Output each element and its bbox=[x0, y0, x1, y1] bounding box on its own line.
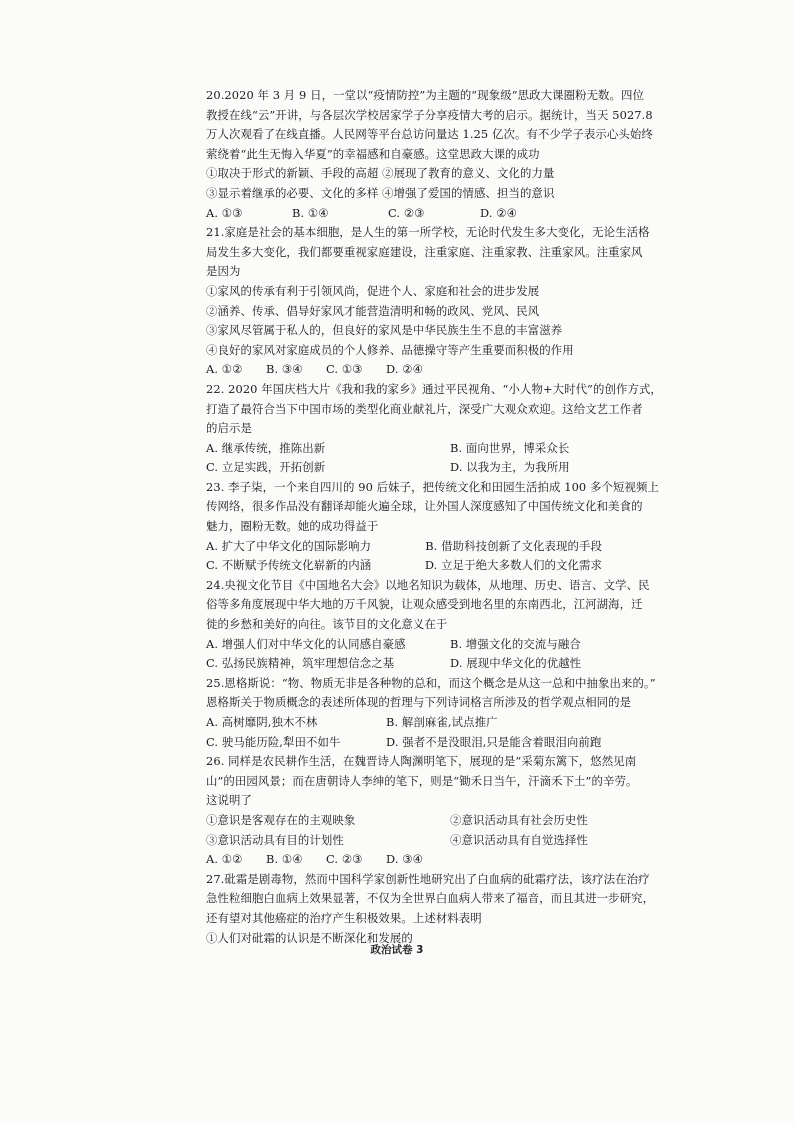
option-a: A. 扩大了中华文化的国际影响力 bbox=[206, 538, 372, 553]
question-stem-line: 俗等多角度展现中华大地的万千风貌，让观众感受到地名里的东南西北，江河湖海，迁 bbox=[206, 597, 643, 612]
question-items-row bbox=[206, 811, 602, 831]
option-c: C. ②③ bbox=[326, 852, 363, 867]
option-c: C. ②③ bbox=[388, 205, 425, 220]
answer-options-row bbox=[206, 635, 602, 655]
exam-content bbox=[206, 86, 662, 948]
answer-options-row bbox=[206, 537, 602, 557]
question-stem-line: 26. 同样是农民耕作生活，在魏晋诗人陶渊明笔下，展现的是“采菊东篱下，悠然见南 bbox=[206, 754, 637, 769]
option-c: C. 立足实践，开拓创新 bbox=[206, 460, 326, 475]
option-c: C. 弘扬民族精神，筑牢理想信念之基 bbox=[206, 656, 395, 671]
answer-options-row bbox=[206, 458, 602, 478]
option-a: A. 继承传统，推陈出新 bbox=[206, 440, 326, 455]
option-d: D. 展现中华文化的优越性 bbox=[450, 656, 582, 671]
page-footer: 政治试卷 3 bbox=[370, 944, 424, 956]
question-27 bbox=[206, 870, 655, 948]
option-b: B. 面向世界，博采众长 bbox=[450, 440, 570, 455]
answer-options-row bbox=[206, 733, 602, 753]
option-b: B. ①④ bbox=[266, 852, 303, 867]
question-stem-line: 21.家庭是社会的基本细胞，是人生的第一所学校，无论时代发生多大变化，无论生活格 bbox=[206, 225, 650, 240]
question-stem-line: 23. 李子柒，一个来自四川的 90 后妹子，把传统文化和田园生活拍成 100 多个短视频上 bbox=[206, 479, 659, 494]
question-stem-line: 打造了最符合当下中国市场的类型化商业献礼片，深受广大观众欢迎。这给文艺工作者 bbox=[206, 401, 643, 416]
option-a: A. 增强人们对中华文化的认同感自豪感 bbox=[206, 636, 406, 651]
question-stem-line: 24.央视文化节目《中国地名大会》以地名知识为载体，从地理、历史、语言、文学、民 bbox=[206, 577, 650, 592]
question-items-row bbox=[206, 831, 602, 851]
question-stem-line: 恩格斯关于物质概念的表述所体现的哲理与下列诗词格言所涉及的哲学观点相同的是 bbox=[206, 695, 632, 710]
option-d: D. 立足于绝大多数人们的文化需求 bbox=[424, 558, 602, 573]
option-b: B. ③④ bbox=[266, 362, 303, 377]
answer-options bbox=[206, 360, 602, 380]
question-stem-line: 万人次观看了在线直播。人民网等平台总访问量达 1.25 亿次。有不少学子表示心头始终 bbox=[206, 127, 653, 142]
question-stem-line: 20.2020 年 3 月 9 日，一堂以“疫情防控”为主题的“现象级”思政大课圈粉无数。四位 bbox=[206, 88, 645, 102]
question-stem-line: 22. 2020 年国庆档大片《我和我的家乡》通过平民视角、“小人物+大时代”的创作方式， bbox=[206, 381, 662, 396]
question-stem-line: 急性粒细胞白血病上效果显著，不仅为全世界白血病人带来了福音，而且其进一步研究， bbox=[206, 891, 655, 906]
question-item: ③意识活动具有目的计划性 bbox=[206, 832, 344, 847]
question-24 bbox=[206, 576, 650, 674]
question-item: ②涵养、传承、倡导好家风才能营造清明和畅的政风、党风、民风 bbox=[206, 303, 540, 318]
question-21 bbox=[206, 223, 650, 380]
option-b: B. ①④ bbox=[292, 205, 329, 220]
option-d: D. 以我为主，为我所用 bbox=[450, 460, 570, 475]
question-22 bbox=[206, 380, 662, 478]
question-25 bbox=[206, 674, 656, 752]
option-d: D. ②④ bbox=[480, 205, 517, 220]
question-stem-line: 魅力，圈粉无数。她的成功得益于 bbox=[206, 519, 379, 534]
answer-options bbox=[206, 850, 602, 870]
option-a: A. ①② bbox=[206, 852, 243, 867]
option-b: B. 增强文化的交流与融合 bbox=[450, 636, 581, 651]
option-c: C. 驶马能历险,犁田不如牛 bbox=[206, 734, 341, 749]
question-stem-line: 这说明了 bbox=[206, 793, 252, 808]
question-item: ③家风尽管属于私人的，但良好的家风是中华民族生生不息的丰富滋养 bbox=[206, 323, 563, 338]
question-stem-line: 还有望对其他癌症的治疗产生积极效果。上述材料表明 bbox=[206, 910, 482, 925]
option-c: C. ①③ bbox=[326, 362, 363, 377]
question-stem-line: 是因为 bbox=[206, 264, 241, 279]
question-item: ③显示着继承的必要、文化的多样 ④增强了爱国的情感、担当的意识 bbox=[206, 185, 555, 200]
option-a: A. ①② bbox=[206, 362, 243, 377]
question-item: ①意识是客观存在的主观映象 bbox=[206, 812, 356, 827]
option-b: B. 解剖麻雀,试点推广 bbox=[386, 715, 498, 729]
option-a: A. 高树靡阴,独木不林 bbox=[206, 715, 318, 729]
question-stem-line: 山”的田园风景；而在唐朝诗人李绅的笔下，则是“锄禾日当午，汗滴禾下土”的辛劳。 bbox=[206, 773, 638, 788]
question-item: ①取决于形式的新颖、手段的高超 ②展现了教育的意义、文化的力量 bbox=[206, 166, 555, 181]
question-item: ①人们对砒霜的认识是不断深化和发展的 bbox=[206, 930, 413, 945]
option-a: A. ①③ bbox=[206, 205, 243, 220]
option-d: D. ③④ bbox=[386, 852, 423, 867]
question-stem-line: 徙的乡愁和美好的向往。该节目的文化意义在于 bbox=[206, 617, 448, 632]
answer-options-row bbox=[206, 439, 602, 459]
answer-options bbox=[206, 204, 602, 224]
answer-options-row bbox=[206, 713, 602, 733]
question-stem-line: 传网络，很多作品没有翻译却能火遍全球，让外国人深度感知了中国传统文化和美食的 bbox=[206, 499, 643, 514]
answer-options-row bbox=[206, 556, 602, 576]
question-stem-line: 25.恩格斯说：“物、物质无非是各种物的总和，而这个概念是从这一总和中抽象出来的。” bbox=[206, 675, 656, 690]
question-item: ④良好的家风对家庭成员的个人修养、品德操守等产生重要而积极的作用 bbox=[206, 342, 574, 357]
question-23 bbox=[206, 478, 659, 576]
option-d: D. 强者不是没眼泪,只是能含着眼泪向前跑 bbox=[386, 734, 602, 749]
question-stem-line: 萦绕着“此生无悔入华夏”的幸福感和自豪感。这堂思政大课的成功 bbox=[206, 146, 540, 161]
option-b: B. 借助科技创新了文化表现的手段 bbox=[425, 538, 602, 553]
question-item: ②意识活动具有社会历史性 bbox=[450, 812, 588, 827]
answer-options-row bbox=[206, 654, 602, 674]
option-c: C. 不断赋予传统文化崭新的内涵 bbox=[206, 558, 372, 573]
question-26 bbox=[206, 752, 638, 870]
question-stem-line: 27.砒霜是剧毒物，然而中国科学家创新性地研究出了白血病的砒霜疗法，该疗法在治疗 bbox=[206, 871, 650, 886]
question-stem-line: 局发生多大变化，我们都要重视家庭建设，注重家庭、注重家教、注重家风。注重家风 bbox=[206, 244, 643, 259]
question-stem-line: 的启示是 bbox=[206, 421, 252, 436]
option-d: D. ②④ bbox=[386, 362, 423, 377]
question-stem-line: 教授在线“云”开讲，与各层次学校居家学子分享疫情大考的启示。据统计，当天 5027.8 bbox=[206, 107, 653, 122]
question-item: ④意识活动具有自觉选择性 bbox=[450, 832, 588, 847]
question-20 bbox=[206, 86, 653, 223]
question-item: ①家风的传承有利于引领风尚，促进个人、家庭和社会的进步发展 bbox=[206, 283, 540, 298]
